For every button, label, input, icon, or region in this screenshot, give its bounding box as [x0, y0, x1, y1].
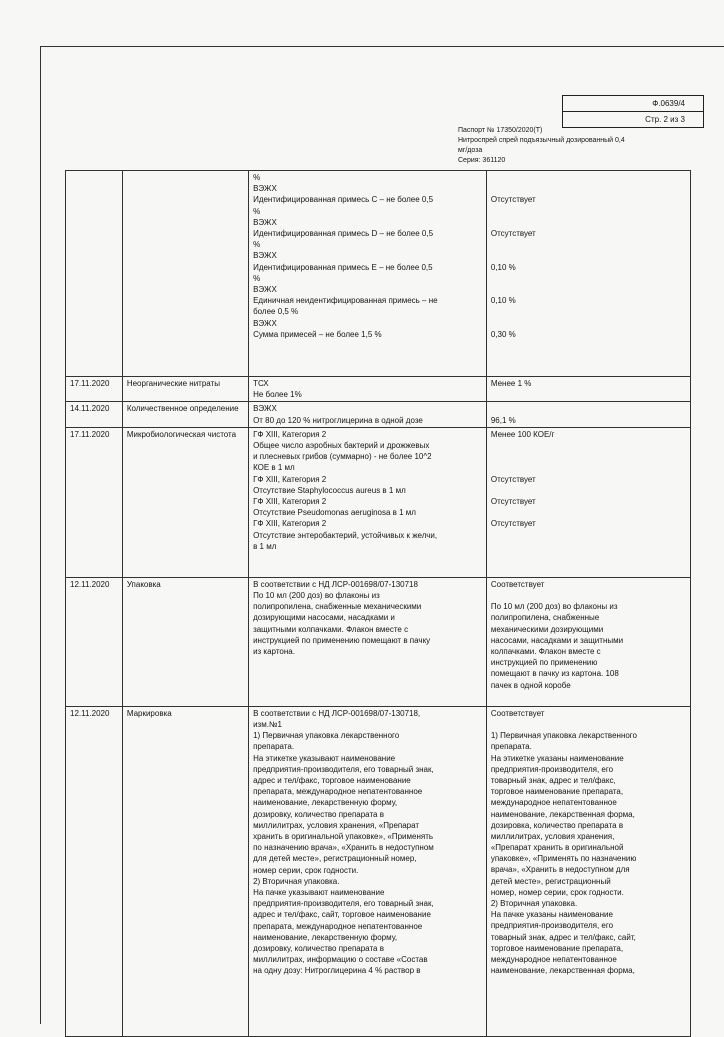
- norm-line: %: [253, 240, 261, 250]
- result-line: [491, 206, 686, 217]
- norm-line: номер серии, срок годности.: [253, 865, 359, 875]
- result-line: [491, 462, 686, 473]
- result-line: Отсутствует: [490, 195, 536, 205]
- norm-line: В соответствии с НД ЛСР-001698/07-130718,: [253, 708, 421, 718]
- series-number: Серия: 361120: [458, 157, 506, 164]
- table-row: [66, 402, 691, 427]
- result-line: На пачке указаны наименование: [490, 910, 613, 920]
- result-line: торговое наименование препарата,: [490, 787, 624, 797]
- result-line: предприятия-производителя, его: [490, 764, 614, 774]
- result-line: миллилитрах, условия хранения,: [490, 831, 615, 841]
- result-line: торговое наименование препарата,: [490, 943, 624, 953]
- product-name-line2: мг/доза: [458, 147, 483, 154]
- result-line: 2) Вторичная упаковка.: [490, 899, 578, 908]
- result-line: номер, номер серии, срок годности.: [490, 887, 624, 897]
- result-line: инструкцией по применению: [490, 658, 598, 668]
- test-date-cell: 14.11.2020: [66, 402, 123, 427]
- norm-line: Единичная неидентифицированная примесь – не: [253, 296, 438, 306]
- table-row: [66, 171, 691, 377]
- page-number: Стр. 2 из 3: [563, 111, 703, 127]
- result-line: колпачками. Флакон вместе с: [490, 646, 601, 656]
- norm-line: по назначению врача», «Хранить в недоступном: [253, 843, 434, 853]
- result-cell: [486, 171, 690, 377]
- result-line: Соответствует: [490, 708, 545, 718]
- norm-cell: [249, 171, 487, 377]
- result-line: Соответствует: [490, 579, 545, 589]
- result-line: Отсутствует: [490, 519, 536, 529]
- result-line: [491, 183, 686, 194]
- norm-line: препарата, международное непатентованное: [253, 921, 423, 931]
- result-cell: [486, 377, 690, 402]
- result-line: [491, 403, 686, 414]
- table-row: [66, 427, 691, 577]
- norm-line: ГФ XIII, Категория 2: [253, 497, 327, 507]
- norm-line: От 80 до 120 % нитроглицерина в одной дозе: [253, 415, 423, 425]
- norm-line: Отсутствие Pseudomonas aeruginosa в 1 мл: [253, 508, 416, 518]
- result-line: наименование, лекарственная форма,: [490, 966, 635, 976]
- indicator-cell: [122, 171, 248, 377]
- norm-line: По 10 мл (200 доз) во флаконы из: [253, 591, 380, 601]
- norm-line: ГФ XIII, Категория 2: [253, 429, 327, 439]
- norm-line: более 0,5 %: [253, 307, 299, 317]
- result-line: помещают в пачку из картона. 108: [490, 669, 619, 679]
- norm-line: ТСХ: [253, 379, 269, 388]
- product-name-line1: Нитроспрей спрей подъязычный дозированный 0,4: [458, 137, 625, 144]
- norm-line: ВЭЖХ: [253, 184, 277, 194]
- norm-line: адрес и тел/факс, сайт, торговое наименование: [253, 910, 431, 920]
- norm-cell: [249, 402, 487, 427]
- result-line: [491, 217, 686, 228]
- result-line: 0,30 %: [490, 329, 516, 339]
- result-cell: [486, 706, 690, 1036]
- result-line: Отсутствует: [490, 496, 536, 506]
- result-line: [491, 530, 686, 541]
- form-code: Ф.0639/4: [652, 99, 685, 108]
- norm-line: для детей месте», регистрационный номер,: [253, 854, 417, 864]
- norm-line: из картона.: [253, 647, 295, 657]
- result-line: 1) Первичная упаковка лекарственного: [490, 731, 637, 741]
- norm-line: препарата, международное непатентованное: [253, 787, 423, 797]
- result-cell: [486, 402, 690, 427]
- norm-line: Общее число аэробных бактерий и дрожжевых: [253, 441, 430, 451]
- result-line: пачек в одной коробе: [490, 680, 571, 690]
- norm-line: на одну дозу: Нитроглицерина 4 % раствор в: [253, 966, 421, 976]
- result-line: полипропилена, снабженные: [490, 613, 600, 623]
- analysis-table: [65, 170, 691, 1037]
- result-line: упаковке», «Применять по назначению: [490, 854, 637, 864]
- norm-line: ВЭЖХ: [253, 251, 277, 261]
- indicator-cell: Неорганические нитраты: [122, 377, 248, 402]
- test-date-cell: 12.11.2020: [66, 577, 123, 706]
- result-line: По 10 мл (200 доз) во флаконы из: [490, 602, 618, 612]
- norm-line: ВЭЖХ: [253, 404, 277, 414]
- norm-line: Идентифицированная примесь E – не более 0,5: [253, 262, 433, 272]
- indicator-cell: Микробиологическая чистота: [122, 427, 248, 577]
- norm-line: КОЕ в 1 мл: [253, 463, 295, 473]
- result-line: товарный знак, адрес и тел/факс,: [490, 775, 616, 785]
- result-line: Менее 100 КОЕ/г: [490, 429, 555, 439]
- result-line: «Препарат хранить в оригинальной: [490, 843, 624, 853]
- result-line: [491, 317, 686, 328]
- norm-line: в 1 мл: [253, 541, 277, 551]
- indicator-cell: Упаковка: [122, 577, 248, 706]
- norm-line: ВЭЖХ: [253, 285, 277, 295]
- result-line: товарный знак, адрес и тел/факс, сайт,: [490, 932, 636, 942]
- norm-line: На пачке указывают наименование: [253, 888, 385, 898]
- passport-header: [458, 126, 678, 166]
- result-line: [491, 239, 686, 250]
- norm-line: наименование, лекарственную форму,: [253, 798, 398, 808]
- norm-line: Не более 1%: [253, 390, 302, 400]
- result-line: наименование, лекарственная форма,: [490, 809, 635, 819]
- norm-line: и плесневых грибов (суммарно) - не более 10^2: [253, 452, 432, 462]
- result-line: дозировка, количество препарата в: [490, 820, 624, 830]
- result-line: предприятия-производителя, его: [490, 921, 614, 931]
- page-frame-left: [40, 46, 41, 1024]
- norm-cell: [249, 706, 487, 1036]
- result-line: Отсутствует: [490, 474, 536, 484]
- result-line: [491, 273, 686, 284]
- norm-line: На этикетке указывают наименование: [253, 753, 396, 763]
- result-line: [491, 440, 686, 451]
- norm-line: инструкцией по применению помещают в пачку: [253, 635, 431, 645]
- norm-line: хранить в оригинальной упаковке», «Применять: [253, 832, 434, 842]
- norm-line: В соответствии с НД ЛСР-001698/07-130718: [253, 579, 418, 589]
- norm-line: Отсутствие энтеробактерий, устойчивых к желчи,: [253, 530, 438, 540]
- result-line: механическими дозирующими: [490, 624, 604, 634]
- result-line: [491, 590, 686, 601]
- table-row: [66, 577, 691, 706]
- result-cell: [486, 577, 690, 706]
- page-frame-top: [40, 46, 724, 47]
- norm-line: Идентифицированная примесь D – не более 0,5: [253, 229, 434, 239]
- result-line: [491, 306, 686, 317]
- test-date-cell: 17.11.2020: [66, 427, 123, 577]
- norm-cell: [249, 577, 487, 706]
- result-line: [491, 541, 686, 552]
- norm-line: препарата.: [253, 742, 295, 752]
- norm-cell: [249, 427, 487, 577]
- result-line: [491, 172, 686, 183]
- test-date-cell: [66, 171, 123, 377]
- result-cell: [486, 427, 690, 577]
- result-line: 96,1 %: [490, 415, 516, 425]
- norm-line: дозирующими насосами, насадками и: [253, 613, 395, 623]
- norm-line: миллилитрах, условия хранения, «Препарат: [253, 820, 420, 830]
- norm-line: %: [253, 173, 261, 182]
- result-line: 0,10 %: [490, 262, 516, 272]
- norm-line: ГФ XIII, Категория 2: [253, 519, 327, 529]
- norm-line: 2) Вторичная упаковка.: [253, 876, 340, 886]
- passport-number: Паспорт № 17350/2020(Т): [458, 127, 543, 134]
- result-line: Менее 1 %: [490, 379, 532, 388]
- result-line: Отсутствует: [490, 228, 536, 238]
- norm-line: предприятия-производителя, его товарный знак,: [253, 899, 434, 909]
- norm-line: полипропилена, снабженные механическими: [253, 602, 422, 612]
- result-line: [491, 284, 686, 295]
- norm-line: Отсутствие Staphylococcus aureus в 1 мл: [253, 485, 406, 495]
- norm-cell: [249, 377, 487, 402]
- norm-line: дозировку, количество препарата в: [253, 944, 384, 954]
- result-line: врача», «Хранить в недоступном для: [490, 865, 630, 875]
- norm-line: защитными колпачками. Флакон вместе с: [253, 624, 409, 634]
- result-line: [491, 250, 686, 261]
- result-line: На этикетке указаны наименование: [490, 753, 624, 763]
- result-line: [491, 485, 686, 496]
- result-line: международное непатентованное: [490, 954, 617, 964]
- norm-line: ГФ XIII, Категория 2: [253, 474, 327, 484]
- norm-line: %: [253, 273, 261, 283]
- norm-line: адрес и тел/факс, торговое наименование: [253, 776, 411, 786]
- norm-line: %: [253, 206, 261, 216]
- result-line: препарата.: [490, 742, 532, 752]
- table-row: [66, 377, 691, 402]
- result-line: [491, 719, 686, 730]
- test-date-cell: 17.11.2020: [66, 377, 123, 402]
- result-line: детей месте», регистрационный: [490, 876, 611, 886]
- test-date-cell: 12.11.2020: [66, 706, 123, 1036]
- result-line: насосами, насадками и защитными: [490, 635, 624, 645]
- norm-line: 1) Первичная упаковка лекарственного: [253, 731, 400, 741]
- result-line: международное непатентованное: [490, 798, 617, 808]
- indicator-cell: Количественное определение: [122, 402, 248, 427]
- result-line: [491, 507, 686, 518]
- norm-line: Сумма примесей – не более 1,5 %: [253, 329, 382, 339]
- indicator-cell: Маркировка: [122, 706, 248, 1036]
- norm-line: Идентифицированная примесь C – не более 0,5: [253, 195, 434, 205]
- norm-line: дозировку, количество препарата в: [253, 809, 384, 819]
- result-line: [491, 451, 686, 462]
- norm-line: изм.№1: [253, 720, 282, 730]
- norm-line: миллилитрах, информацию о составе «Состав: [253, 955, 428, 965]
- norm-line: предприятия-производителя, его товарный знак,: [253, 764, 434, 774]
- norm-line: ВЭЖХ: [253, 318, 277, 328]
- table-row: [66, 706, 691, 1036]
- result-line: 0,10 %: [490, 296, 516, 306]
- norm-line: наименование, лекарственную форму,: [253, 932, 398, 942]
- form-code-box: [562, 95, 704, 128]
- norm-line: ВЭЖХ: [253, 217, 277, 227]
